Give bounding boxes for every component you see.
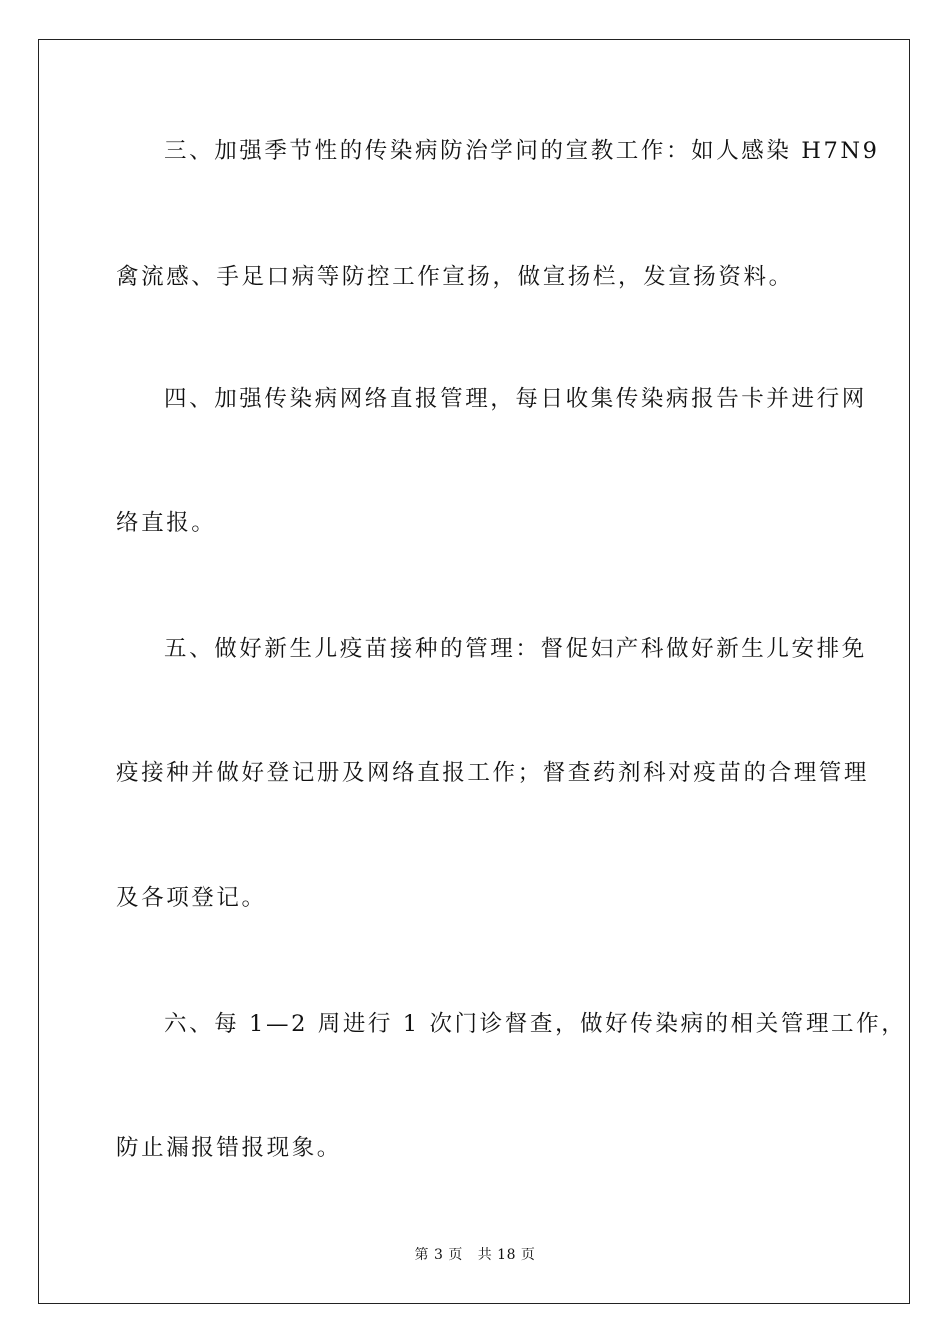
paragraph-3-line-1: 三、加强季节性的传染病防治学问的宣教工作：如人感染 H7N9 — [164, 138, 880, 164]
page-total: 共 18 页 — [477, 1247, 536, 1263]
paragraph-5-line-2: 疫接种并做好登记册及网络直报工作；督查药剂科对疫苗的合理管理 — [116, 760, 870, 786]
paragraph-3-line-2: 禽流感、手足口病等防控工作宣扬，做宣扬栏，发宣扬资料。 — [116, 264, 794, 290]
page-number: 第 3 页 — [414, 1247, 463, 1263]
paragraph-4-line-2: 络直报。 — [116, 510, 217, 536]
paragraph-6-line-1: 六、每 1—2 周进行 1 次门诊督查，做好传染病的相关管理工作， — [164, 1011, 907, 1037]
paragraph-4-line-1: 四、加强传染病网络直报管理，每日收集传染病报告卡并进行网 — [164, 386, 867, 412]
page-border — [38, 39, 910, 1304]
paragraph-5-line-1: 五、做好新生儿疫苗接种的管理：督促妇产科做好新生儿安排免 — [164, 636, 867, 662]
paragraph-6-line-2: 防止漏报错报现象。 — [116, 1135, 342, 1161]
paragraph-5-line-3: 及各项登记。 — [116, 885, 267, 911]
page-footer — [0, 1246, 950, 1264]
